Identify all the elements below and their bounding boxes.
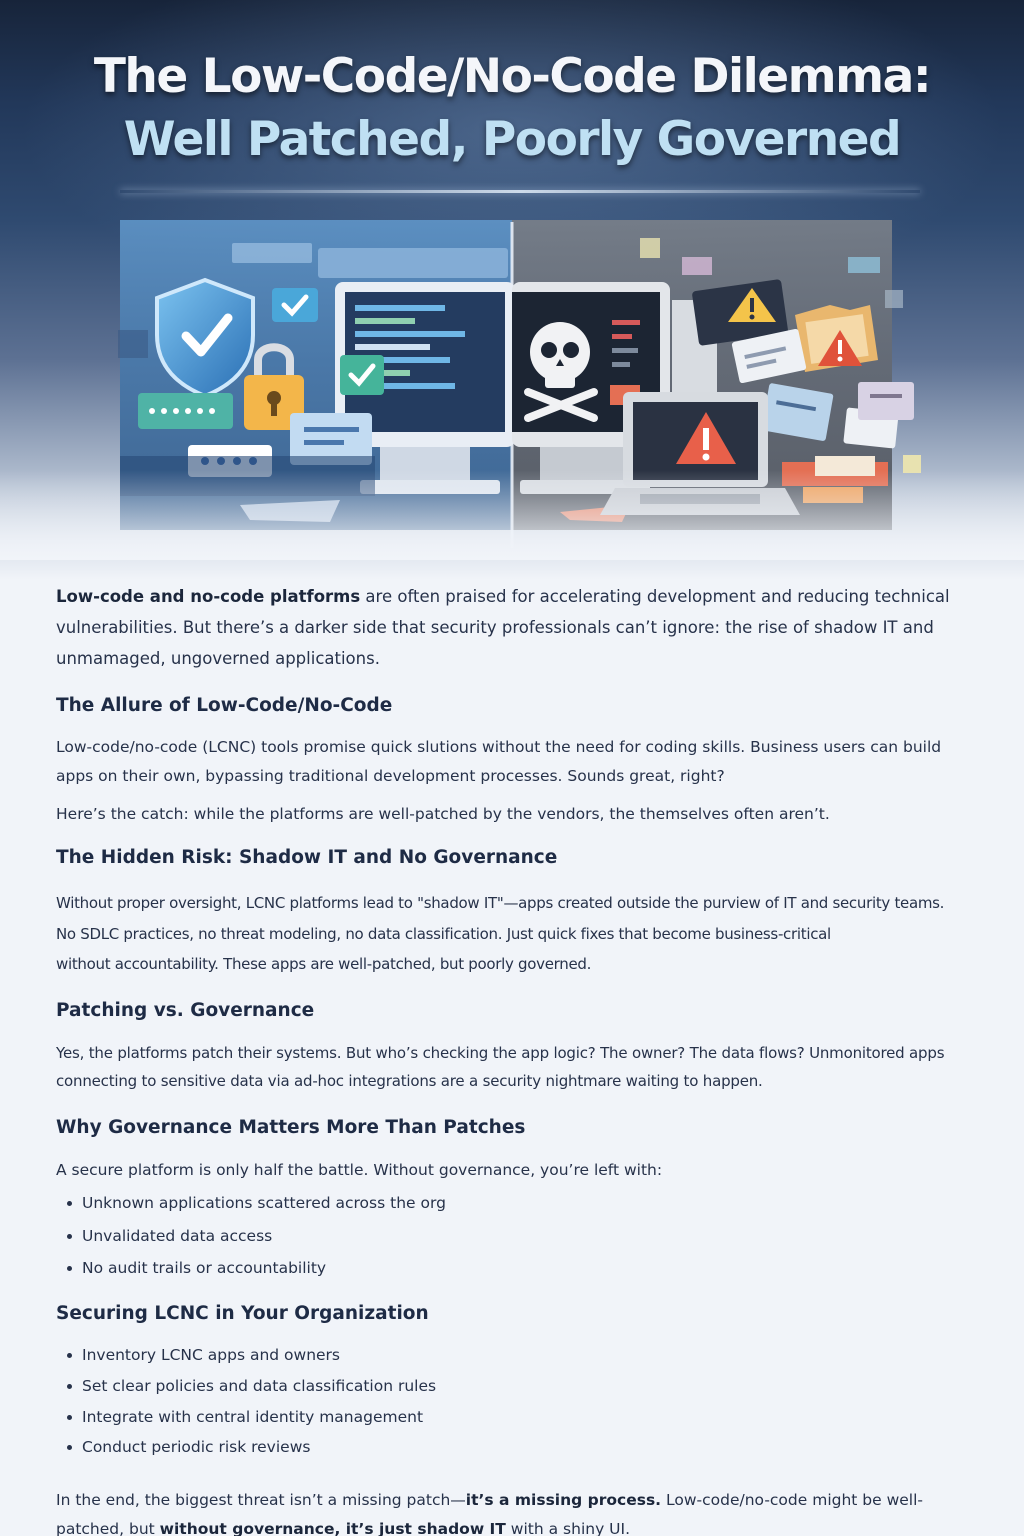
- why-intro: A secure platform is only half the battle. Without governance, you’re left with:: [56, 1161, 663, 1179]
- list-item: No audit trails or accountability: [56, 1256, 956, 1280]
- section-heading-allure: The Allure of Low-Code/No-Code: [56, 695, 393, 716]
- intro-text: are often praised for accelerating development and reducing technical vulnerabilities. But there’s a darker side that security professionals can’t ignore: the rise of shadow IT and unmamaged, ungoverned applications.: [56, 587, 950, 668]
- intro-bold-phrase: Low-code and no-code platforms: [56, 587, 361, 606]
- list-item: Inventory LCNC apps and owners: [56, 1343, 956, 1367]
- conclusion-text-1: In the end, the biggest threat isn’t a missing patch—: [56, 1491, 466, 1509]
- section-heading-risk: The Hidden Risk: Shadow IT and No Governance: [56, 847, 558, 868]
- list-item: Set clear policies and data classification rules: [56, 1374, 956, 1398]
- risk-line-3: without accountability. These apps are well-patched, but poorly governed.: [56, 955, 592, 973]
- conclusion-text-3: with a shiny UI.: [505, 1520, 631, 1536]
- conclusion-paragraph: [56, 1486, 956, 1536]
- conclusion-bold-1: it’s a missing process.: [465, 1491, 662, 1509]
- allure-paragraph-2: Here’s the catch: while the platforms are well-patched by the vendors, the themselves often aren’t.: [56, 805, 830, 823]
- page-title: The Low-Code/No-Code Dilemma:: [93, 49, 931, 104]
- page-subtitle: Well Patched, Poorly Governed: [123, 112, 901, 167]
- title-divider: [120, 190, 920, 193]
- section-heading-why: Why Governance Matters More Than Patches: [56, 1117, 526, 1138]
- list-item: Conduct periodic risk reviews: [56, 1435, 956, 1459]
- conclusion-text-2: Low-code/no-code might be well-patched, but: [56, 1491, 924, 1536]
- risk-line-2: No SDLC practices, no threat modeling, no data classification. Just quick fixes that become business-critical: [56, 925, 831, 943]
- list-item: Unknown applications scattered across the org: [56, 1191, 956, 1215]
- patching-paragraph: Yes, the platforms patch their systems. But who’s checking the app logic? The owner? The data flows? Unmonitored apps connecting to sensitive data via ad-hoc integrations are a security nightmare waiting to happen.: [56, 1044, 945, 1090]
- allure-paragraph-1: Low-code/no-code (LCNC) tools promise quick slutions without the need for coding skills. Business users can build apps on their own, bypassing traditional development processes. Sounds great, right?: [56, 738, 942, 785]
- intro-paragraph: [56, 581, 956, 674]
- list-item: Unvalidated data access: [56, 1224, 956, 1248]
- section-heading-patching: Patching vs. Governance: [56, 1000, 315, 1021]
- list-item: Integrate with central identity management: [56, 1405, 956, 1429]
- section-heading-securing: Securing LCNC in Your Organization: [56, 1303, 429, 1324]
- hero-banner: [0, 0, 1024, 580]
- hero-illustration: [0, 200, 1024, 560]
- folder-icon: [795, 305, 878, 372]
- conclusion-bold-2: without governance, it’s just shadow IT: [159, 1520, 506, 1536]
- risk-line-1: Without proper oversight, LCNC platforms lead to "shadow IT"—apps created outside the purview of IT and security teams.: [56, 894, 945, 912]
